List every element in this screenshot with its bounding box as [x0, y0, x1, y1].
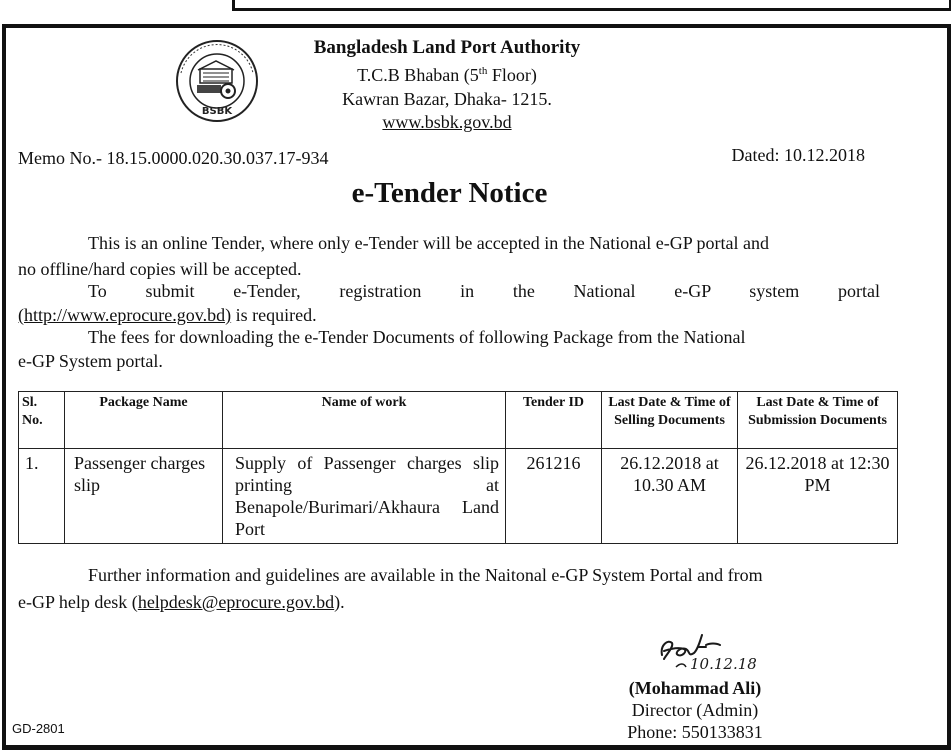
col-header-submission: Last Date & Time of Submission Documents	[738, 392, 898, 449]
col-header-selling: Last Date & Time of Selling Documents	[602, 392, 738, 449]
address-line-1-sup: th	[478, 65, 488, 77]
paragraph-3-line-2: e-GP System portal.	[18, 351, 163, 371]
letterhead	[274, 36, 620, 134]
further-info-pre: e-GP help desk (	[18, 592, 138, 612]
paragraph-1-line-1: This is an online Tender, where only e-Tender will be accepted in the National e-GP portal and	[88, 233, 770, 253]
eprocure-link[interactable]: (http://www.eprocure.gov.bd)	[18, 305, 232, 325]
bsbk-seal-icon	[175, 39, 259, 123]
signatory-name: (Mohammad Ali)	[628, 678, 762, 698]
table-row	[19, 449, 898, 544]
signatory-designation: Director (Admin)	[631, 700, 759, 720]
org-name: Bangladesh Land Port Authority	[313, 37, 581, 58]
helpdesk-email-link[interactable]: helpdesk@eprocure.gov.bd	[137, 592, 335, 612]
address-line-1-pre: T.C.B Bhaban (5	[357, 65, 479, 85]
cell-selling-date: 26.12.2018 at 10.30 AM	[602, 449, 738, 544]
col-header-tender-id: Tender ID	[506, 392, 602, 449]
col-header-sl: Sl. No.	[19, 392, 65, 449]
col-header-work: Name of work	[223, 392, 506, 449]
memo-date: Dated: 10.12.2018	[731, 145, 865, 165]
paragraph-2-line-2	[18, 304, 880, 326]
signatory-block	[600, 625, 790, 743]
paragraph-1-line-2: no offline/hard copies will be accepted.	[18, 259, 302, 279]
cell-package: Passenger charges slip	[65, 449, 223, 544]
tender-table	[18, 391, 898, 544]
further-info-line-1: Further information and guidelines are available in the Naitonal e-GP System Portal and from	[88, 565, 763, 585]
col-header-package: Package Name	[65, 392, 223, 449]
notice-title: e-Tender Notice	[351, 177, 548, 209]
address-line-1-post: Floor)	[487, 65, 537, 85]
cell-tender-id: 261216	[506, 449, 602, 544]
signatory-phone: Phone: 550133831	[627, 722, 763, 742]
table-header-row	[19, 392, 898, 449]
memo-number: Memo No.- 18.15.0000.020.30.037.17-934	[18, 148, 329, 168]
paragraph-2-line-1: To submit e-Tender, registration in the National e-GP system portal	[88, 281, 880, 301]
cell-work: Supply of Passenger charges slip printing at Benapole/Burimari/Akhaura Land Port	[223, 449, 506, 544]
signature-date: 10.12.18	[690, 655, 757, 673]
further-info-line-2	[18, 591, 880, 613]
address-line-2: Kawran Bazar, Dhaka- 1215.	[342, 89, 552, 109]
address-line-1	[274, 59, 620, 87]
top-strip-border	[232, 0, 951, 11]
website-link[interactable]: www.bsbk.gov.bd	[382, 112, 512, 132]
seal-label: BSBK	[201, 106, 233, 117]
signature-icon	[610, 625, 780, 677]
cell-sl: 1.	[19, 449, 65, 544]
cell-submission-date: 26.12.2018 at 12:30 PM	[738, 449, 898, 544]
further-info-post: ).	[334, 592, 345, 612]
paragraph-3-line-1: The fees for downloading the e-Tender Documents of following Package from the National	[88, 327, 746, 347]
paragraph-2-tail: is required.	[231, 305, 317, 325]
footer-code: GD-2801	[12, 721, 65, 736]
